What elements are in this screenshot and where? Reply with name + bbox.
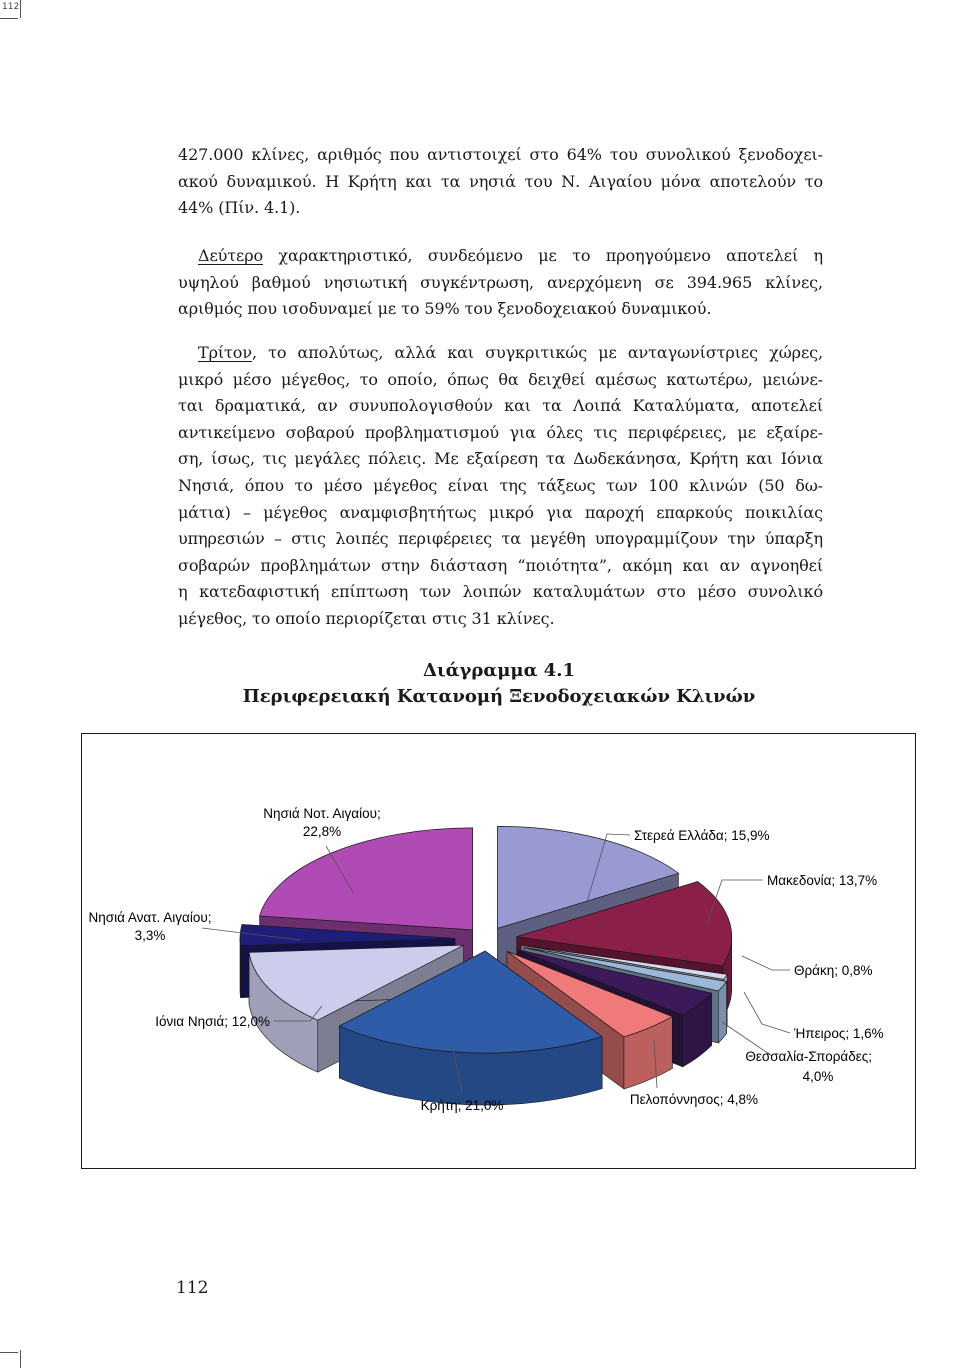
text-line: υπηρεσιών – στις λοιπές περιφέρειες τα μεγέθη υπογραμμίζουν την ύπαρξη <box>178 529 823 549</box>
text-line: μέγεθος, το οποίο περιορίζεται στις 31 κλίνες. <box>178 608 555 628</box>
emphasis-lead-word: Τρίτον <box>198 343 252 362</box>
text-line: ση, ίσως, τις μεγάλες πόλεις. Με εξαίρεση τα Δωδεκάνησα, Κρήτη και Ιόνια <box>178 449 823 469</box>
paragraph-2 <box>178 243 823 323</box>
text-line: Νησιά, όπου το μέσο μέγεθος είναι της τάξεως των 100 κλινών (50 δω- <box>178 475 823 495</box>
slice-label: Ήπειρος; 1,6% <box>794 1026 884 1041</box>
diagram-title: Περιφερειακή Κατανομή Ξενοδοχειακών Κλινών <box>242 686 756 707</box>
text-line: αντικείμενο σοβαρού προβληματισμού για όλες τις περιφέρειες, με εξαίρε- <box>178 422 823 442</box>
emphasis-lead-word: Δεύτερο <box>198 246 264 265</box>
text-line: αριθμός που ισοδυναμεί με το 59% του ξενοδοχειακού δυναμικού. <box>178 299 712 319</box>
corner-page-number: 112 <box>2 2 20 12</box>
diagram-number: Διάγραμμα 4.1 <box>422 660 575 681</box>
slice-label: Θράκη; 0,8% <box>794 963 873 978</box>
page-number: 112 <box>176 1278 209 1298</box>
slice-label: Στερεά Ελλάδα; 15,9% <box>634 828 770 843</box>
leader-line <box>744 992 790 1033</box>
leader-line <box>742 956 790 970</box>
text-line: Τρίτον, το απολύτως, αλλά και συγκριτικώς με ανταγωνίστριες χώρες, <box>198 343 823 362</box>
slice-label: Νησιά Ανατ. Αιγαίου; 3,3% <box>88 910 212 943</box>
slice-label: Κρήτη; 21,0% <box>420 1098 504 1113</box>
text-line: μάτια) – μέγεθος αναμφισβητήτως μικρό για παροχή επαρκούς ποικιλίας <box>178 502 823 522</box>
pie-chart-frame <box>81 733 916 1169</box>
slice-label: Πελοπόννησος; 4,8% <box>629 1092 758 1107</box>
text-line: η κατεδαφιστική επίπτωση των λοιπών καταλυμάτων στο μέσο συνολικό <box>178 582 823 602</box>
pie-slice-rim <box>718 982 726 1043</box>
paragraph-3 <box>178 340 823 633</box>
pie-slice-10 <box>260 828 473 930</box>
text-line: 427.000 κλίνες, αριθμός που αντιστοιχεί στο 64% του συνολικού ξενοδοχει- <box>178 145 823 164</box>
text-line: 44% (Πίν. 4.1). <box>178 198 301 218</box>
text-line: ται δραματικά, αν συνυπολογισθούν και τα Λοιπά Καταλύματα, αποτελεί <box>178 396 823 416</box>
slice-label: Θεσσαλία-Σποράδες; 4,0% <box>745 1049 872 1084</box>
crop-mark <box>0 18 18 19</box>
slice-label: Νησιά Νοτ. Αιγαίου; 22,8% <box>263 806 381 839</box>
pie-chart <box>82 734 917 1170</box>
text-line: ακού δυναμικού. Η Κρήτη και τα νησιά του Ν. Αιγαίου μόνα αποτελούν το <box>178 171 823 191</box>
pie-slice-rim <box>240 938 241 997</box>
paragraph-1 <box>178 142 823 222</box>
slice-label: Μακεδονία; 13,7% <box>767 873 878 888</box>
text-line: σοβαρών προβλημάτων στην διάσταση “ποιότητα”, ακόμη και αν αγνοηθεί <box>178 555 823 575</box>
slice-label: Ιόνια Νησιά; 12,0% <box>155 1014 270 1029</box>
crop-mark <box>0 1352 18 1353</box>
crop-mark <box>20 0 21 18</box>
text-line: υψηλού βαθμού νησιωτική συγκέντρωση, ανερχόμενη σε 394.965 κλίνες, <box>178 272 823 292</box>
text-line: μικρό μέσο μέγεθος, το οποίο, όπως θα δειχθεί αμέσως κατωτέρω, μειώνε- <box>178 369 823 389</box>
text-line: Δεύτερο χαρακτηριστικό, συνδεόμενο με το προηγούμενο αποτελεί η <box>198 246 823 265</box>
crop-mark <box>20 1350 21 1368</box>
